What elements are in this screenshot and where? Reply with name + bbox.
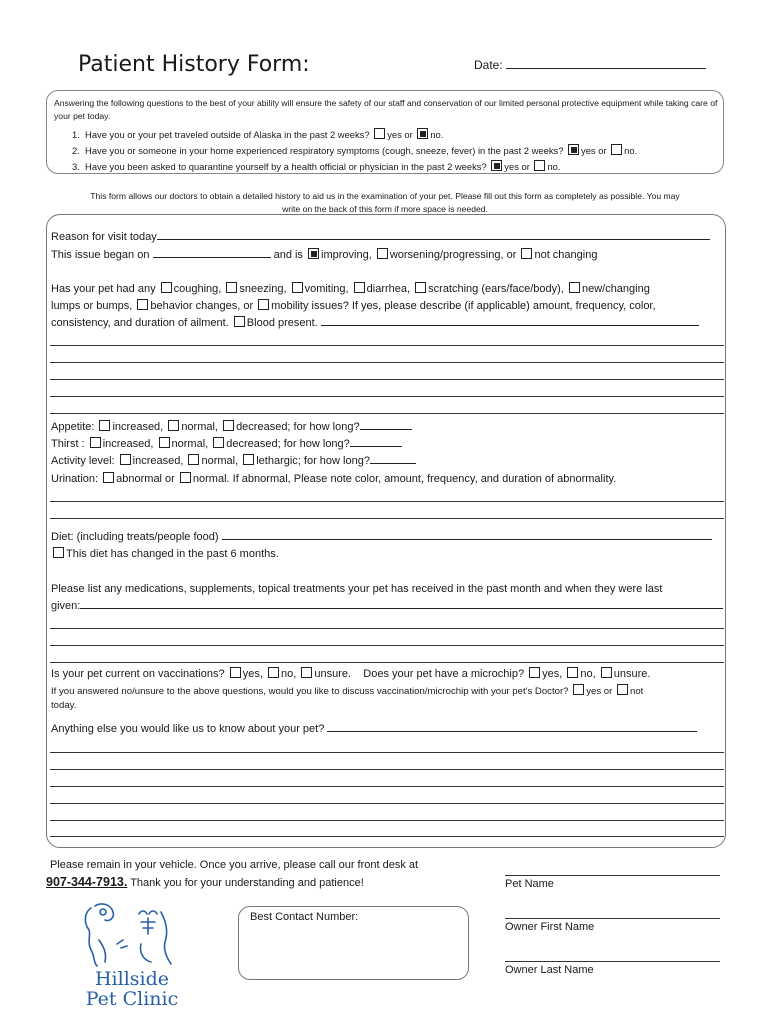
improving-checkbox[interactable] [308, 248, 319, 259]
normal-label: normal, [181, 421, 218, 433]
notice-line-2: write on the back of this form if more space is needed. [282, 204, 488, 214]
question-text: Have you or someone in your home experienced respiratory symptoms (cough, sneeze, fever) in the past 2 weeks? [85, 145, 564, 156]
urination-row [51, 471, 616, 488]
write-line[interactable] [50, 518, 724, 519]
not-changing-label: not changing [534, 249, 598, 261]
no-label: no. [547, 161, 561, 172]
write-line[interactable] [50, 803, 724, 804]
mobility-label: mobility issues? If yes, please describe (if applicable) amount, frequency, color, [271, 300, 656, 312]
unsure-label: unsure. [314, 668, 352, 680]
medications-line-2 [51, 598, 723, 615]
owner-first-name-label: Owner First Name [505, 921, 595, 933]
yes-label: yes or [581, 145, 607, 156]
clinic-logo [72, 900, 192, 1020]
no-label: no, [580, 668, 596, 680]
discuss-not-checkbox[interactable] [617, 684, 628, 695]
worsening-checkbox[interactable] [377, 248, 388, 259]
yes-checkbox[interactable] [568, 144, 579, 155]
microchip-unsure-checkbox[interactable] [601, 667, 612, 678]
write-line[interactable] [50, 662, 724, 663]
sneezing-label: sneezing, [239, 283, 287, 295]
write-line[interactable] [50, 413, 724, 414]
began-input-line[interactable] [153, 257, 271, 258]
vomiting-label: vomiting, [304, 283, 349, 295]
no-checkbox[interactable] [417, 128, 428, 139]
thirst-decreased-checkbox[interactable] [213, 437, 224, 448]
improving-label: improving, [321, 249, 372, 261]
thirst-label: Thirst : [51, 438, 85, 450]
onset-row [51, 247, 597, 264]
diet-changed-label: This diet has changed in the past 6 months. [66, 548, 279, 560]
coughing-label: coughing, [173, 283, 222, 295]
appetite-increased-checkbox[interactable] [99, 420, 110, 431]
decreased-label: decreased; for how long? [226, 438, 350, 450]
scratching-label: scratching (ears/face/body), [428, 283, 564, 295]
write-line[interactable] [50, 786, 724, 787]
write-line[interactable] [50, 362, 724, 363]
write-line[interactable] [50, 379, 724, 380]
urination-normal-checkbox[interactable] [180, 472, 191, 483]
decreased-label: decreased; for how long? [236, 421, 360, 433]
write-line[interactable] [50, 345, 724, 346]
worsening-label: worsening/progressing, or [389, 249, 517, 261]
began-label: This issue began on [51, 249, 150, 261]
thirst-normal-checkbox[interactable] [159, 437, 170, 448]
medications-input-line[interactable] [80, 608, 723, 609]
appetite-row [51, 419, 412, 436]
unsure-label: unsure. [613, 668, 651, 680]
dog-cat-drawing-icon [77, 900, 187, 970]
behavior-label: behavior changes, or [150, 300, 254, 312]
abnormal-label: abnormal or [116, 473, 175, 485]
pet-name-label: Pet Name [505, 878, 554, 890]
symptoms-input-line[interactable] [321, 325, 699, 326]
diet-label: Diet: (including treats/people food) [51, 531, 219, 543]
owner-last-name-line[interactable] [505, 961, 720, 962]
appetite-normal-checkbox[interactable] [168, 420, 179, 431]
screening-question-2 [72, 143, 637, 159]
normal-label: normal, [201, 455, 239, 467]
blood-checkbox[interactable] [234, 316, 245, 327]
vomiting-checkbox[interactable] [292, 282, 303, 293]
blood-label: Blood present. [246, 317, 318, 329]
date-label: Date: [474, 58, 503, 72]
vaccination-label: Is your pet current on vaccinations? [51, 668, 225, 680]
diet-row [51, 529, 712, 546]
no-label: no. [430, 129, 444, 140]
form-notice [50, 190, 720, 216]
thirst-increased-checkbox[interactable] [90, 437, 101, 448]
question-number: 3. [72, 161, 80, 172]
write-line[interactable] [50, 820, 724, 821]
activity-label: Activity level: [51, 455, 115, 467]
yes-label: yes, [542, 668, 563, 680]
increased-label: increased, [112, 421, 164, 433]
coughing-checkbox[interactable] [161, 282, 172, 293]
write-line[interactable] [50, 628, 724, 629]
yes-label: yes or [504, 161, 530, 172]
discuss-row [51, 684, 643, 700]
phone-row [46, 874, 364, 892]
vaccination-row [51, 666, 650, 683]
date-input-line[interactable] [506, 68, 706, 69]
write-line[interactable] [50, 501, 724, 502]
consistency-label: consistency, and duration of ailment. [51, 317, 229, 329]
date-field [474, 58, 706, 72]
no-label: no. [624, 145, 638, 156]
no-checkbox[interactable] [611, 144, 622, 155]
thanks-text: Thank you for your understanding and patience! [130, 877, 364, 889]
discuss-yes-checkbox[interactable] [573, 684, 584, 695]
vaccination-yes-checkbox[interactable] [230, 667, 241, 678]
thirst-row [51, 436, 402, 453]
urination-normal-label: normal. If abnormal, Please note color, amount, frequency, and duration of abnormality. [192, 473, 617, 485]
appetite-duration-line[interactable] [360, 429, 412, 430]
new-changing-checkbox[interactable] [569, 282, 580, 293]
logo-line-1: Hillside [94, 968, 170, 990]
remain-in-vehicle-text: Please remain in your vehicle. Once you arrive, please call our front desk at [50, 859, 419, 871]
best-contact-label: Best Contact Number: [250, 911, 359, 923]
urination-abnormal-checkbox[interactable] [103, 472, 114, 483]
thirst-duration-line[interactable] [350, 446, 402, 447]
vaccination-unsure-checkbox[interactable] [301, 667, 312, 678]
yes-checkbox[interactable] [491, 160, 502, 171]
appetite-decreased-checkbox[interactable] [223, 420, 234, 431]
vaccination-no-checkbox[interactable] [268, 667, 279, 678]
question-text: Have you or your pet traveled outside of Alaska in the past 2 weeks? [85, 129, 370, 140]
activity-lethargic-checkbox[interactable] [243, 454, 254, 465]
owner-first-name-line[interactable] [505, 918, 720, 919]
question-text: Have you been asked to quarantine yourself by a health official or physician in the past 2 weeks? [85, 161, 487, 172]
write-line[interactable] [50, 769, 724, 770]
diet-input-line[interactable] [222, 539, 712, 540]
new-changing-label: new/changing [581, 283, 650, 295]
anything-else-label: Anything else you would like us to know about your pet? [51, 723, 325, 735]
sneezing-checkbox[interactable] [226, 282, 237, 293]
logo-line-2: Pet Clinic [85, 988, 179, 1010]
yes-label: yes, [242, 668, 263, 680]
reason-input-line[interactable] [157, 239, 710, 240]
activity-normal-checkbox[interactable] [188, 454, 199, 465]
mobility-checkbox[interactable] [258, 299, 269, 310]
given-label: given: [51, 600, 81, 612]
diet-changed-row [51, 546, 279, 563]
write-line[interactable] [50, 645, 724, 646]
front-desk-phone[interactable]: 907-344-7913. [46, 875, 128, 889]
activity-duration-line[interactable] [370, 463, 416, 464]
no-label: no, [280, 668, 297, 680]
reason-label: Reason for visit today [51, 231, 157, 243]
normal-label: normal, [171, 438, 209, 450]
yes-label: yes or [387, 129, 413, 140]
lumps-label: lumps or bumps, [51, 300, 133, 312]
owner-last-name-label: Owner Last Name [505, 964, 594, 976]
increased-label: increased, [132, 455, 184, 467]
screening-question-3 [72, 159, 560, 175]
microchip-no-checkbox[interactable] [567, 667, 578, 678]
write-line[interactable] [50, 752, 724, 753]
symptoms-row-2 [51, 298, 656, 315]
scratching-checkbox[interactable] [415, 282, 426, 293]
had-any-label: Has your pet had any [51, 283, 156, 295]
pet-name-line[interactable] [505, 875, 720, 876]
notice-line-1: This form allows our doctors to obtain a detailed history to aid us in the examination of your pet. Please fill out this form as completely as possible. You may [90, 191, 680, 201]
appetite-label: Appetite: [51, 421, 95, 433]
page-title: Patient History Form: [78, 52, 310, 77]
activity-row [51, 453, 416, 470]
diarrhea-checkbox[interactable] [354, 282, 365, 293]
discuss-label: If you answered no/unsure to the above questions, would you like to discuss vaccination/microchip with your pet's Doctor? [51, 686, 569, 697]
screening-intro: Answering the following questions to the best of your ability will ensure the safety of our staff and conservation of our limited personal protective equipment while taking care of your pet today. [54, 98, 718, 121]
medications-line-1: Please list any medications, supplements, topical treatments your pet has received in the past month and when they were last [51, 583, 663, 595]
symptoms-row-3 [51, 315, 699, 332]
not-label: not [630, 686, 644, 697]
yes-checkbox[interactable] [374, 128, 385, 139]
today-label: today. [51, 700, 77, 711]
microchip-label: Does your pet have a microchip? [363, 668, 525, 680]
not-changing-checkbox[interactable] [521, 248, 532, 259]
diet-changed-checkbox[interactable] [53, 547, 64, 558]
no-checkbox[interactable] [534, 160, 545, 171]
activity-increased-checkbox[interactable] [120, 454, 131, 465]
anything-else-row [51, 721, 697, 738]
question-number: 1. [72, 129, 80, 140]
screening-question-1 [72, 127, 443, 143]
yes-or-label: yes or [586, 686, 613, 697]
lethargic-label: lethargic; for how long? [256, 455, 370, 467]
question-number: 2. [72, 145, 80, 156]
write-line[interactable] [50, 836, 724, 837]
behavior-checkbox[interactable] [137, 299, 148, 310]
urination-label: Urination: [51, 473, 99, 485]
write-line[interactable] [50, 396, 724, 397]
anything-else-input-line[interactable] [327, 731, 697, 732]
reason-row [51, 229, 710, 246]
and-is-label: and is [273, 249, 303, 261]
diarrhea-label: diarrhea, [366, 283, 411, 295]
increased-label: increased, [102, 438, 154, 450]
microchip-yes-checkbox[interactable] [529, 667, 540, 678]
symptoms-row-1 [51, 281, 650, 298]
